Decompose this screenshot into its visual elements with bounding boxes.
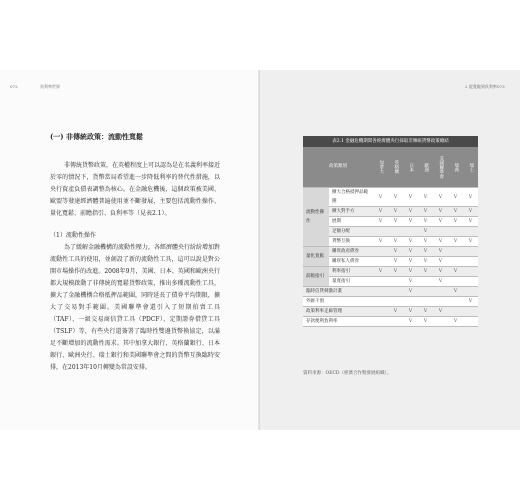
check-mark-cell: V <box>403 317 418 327</box>
program-cell: 購買私人債券 <box>329 257 373 267</box>
check-mark-cell <box>388 287 403 297</box>
check-mark-cell: V <box>403 307 418 317</box>
check-mark-cell <box>418 287 433 297</box>
table-body <box>303 188 478 327</box>
paragraph-1 <box>50 160 220 220</box>
table-row <box>303 247 478 257</box>
check-mark-cell: V <box>433 217 448 227</box>
table-row <box>303 207 478 217</box>
check-mark-cell <box>373 257 388 267</box>
header-policy: 政策類別 <box>303 147 373 188</box>
check-mark-cell: V <box>433 188 448 207</box>
check-mark-cell <box>433 317 448 327</box>
check-mark-cell: V <box>463 207 478 217</box>
policy-cell: 存款便利負利率 <box>303 317 373 327</box>
policy-table-grid <box>303 147 478 327</box>
check-mark-cell: V <box>448 188 463 207</box>
page-number-left: 072 <box>10 84 18 89</box>
check-mark-cell: V <box>373 188 388 207</box>
header-col: 美國聯準會 <box>433 147 448 188</box>
check-mark-cell: V <box>463 297 478 307</box>
table-header-row <box>303 147 478 188</box>
subheading-liquidity: （1）流動性操作 <box>50 232 96 239</box>
policy-cell: 外匯干預 <box>303 297 373 307</box>
table-row <box>303 307 478 317</box>
paragraph-2-text: 為了緩解金融機構的流動性壓力，各經濟體央行紛紛增加對流動性工具的使用，並創設了新的流動性工具，這可以說是對公開市場操作的改進。2008年9月，美國、日本、英國和歐洲央行都大規模啟動了非傳統的寬鬆貨幣政策，推出多種流動性工具，擴大了金融機構合格抵押品範圍，同時延長了債券平均期限，擴大了交易對手範圍。美國聯準會還引入了短期拍賣工具（TAF）、一級交易商信貸工具（PDCF）、定期證券借貸工具（TSLF）等，有些央行還簽署了臨時性雙邊貨幣換協定，以滿足不斷增加的流動性需求。其中加拿大銀行、英格蘭銀行、日本銀行、歐洲央行、瑞士銀行和美國聯準會之間的貨幣互換臨時安排，在2013年10月轉變為常設安排。 <box>50 244 221 371</box>
check-mark-cell <box>373 247 388 257</box>
check-mark-cell: V <box>403 277 418 287</box>
check-mark-cell <box>373 307 388 317</box>
table-row <box>303 297 478 307</box>
check-mark-cell <box>448 227 463 237</box>
header-col: 英格蘭 <box>388 147 403 188</box>
source-note: 資料來源：OECD（經濟合作暨發展組織）。 <box>303 371 392 376</box>
check-mark-cell: V <box>433 257 448 267</box>
running-title: 負利率世界 <box>40 84 60 89</box>
check-mark-cell <box>463 227 478 237</box>
check-mark-cell: V <box>463 188 478 207</box>
check-mark-cell <box>388 277 403 287</box>
check-mark-cell: V <box>403 217 418 227</box>
check-mark-cell <box>463 317 478 327</box>
check-mark-cell <box>448 277 463 287</box>
check-mark-cell: V <box>433 247 448 257</box>
check-mark-cell: V <box>433 237 448 247</box>
check-mark-cell: V <box>388 217 403 227</box>
check-mark-cell <box>373 287 388 297</box>
check-mark-cell: V <box>403 247 418 257</box>
section-title: (一) 非傳統政策：流動性寬鬆 <box>50 132 144 141</box>
check-mark-cell <box>448 297 463 307</box>
check-mark-cell: V <box>403 287 418 297</box>
program-cell: 量寬指引 <box>329 277 373 287</box>
policy-cell: 臨時信貸刺激計畫 <box>303 287 373 297</box>
check-mark-cell: V <box>433 207 448 217</box>
check-mark-cell: V <box>418 227 433 237</box>
check-mark-cell: V <box>418 307 433 317</box>
header-col: 瑞士 <box>463 147 478 188</box>
check-mark-cell <box>418 297 433 307</box>
check-mark-cell <box>418 277 433 287</box>
check-mark-cell: V <box>448 207 463 217</box>
check-mark-cell: V <box>463 217 478 227</box>
program-cell: 擴大合格抵押品範圍 <box>329 188 373 207</box>
check-mark-cell <box>433 227 448 237</box>
check-mark-cell: V <box>418 317 433 327</box>
check-mark-cell: V <box>403 237 418 247</box>
table-row <box>303 257 478 267</box>
check-mark-cell: V <box>388 207 403 217</box>
check-mark-cell: V <box>388 307 403 317</box>
check-mark-cell <box>403 227 418 237</box>
check-mark-cell: V <box>448 267 463 277</box>
category-cell: 前瞻指引 <box>303 267 329 287</box>
category-cell: 流動性操作 <box>303 188 329 247</box>
left-page <box>0 70 260 430</box>
check-mark-cell: V <box>418 247 433 257</box>
check-mark-cell: V <box>403 188 418 207</box>
check-mark-cell: V <box>418 267 433 277</box>
check-mark-cell: V <box>373 267 388 277</box>
check-mark-cell <box>448 307 463 317</box>
check-mark-cell <box>373 227 388 237</box>
check-mark-cell: V <box>418 257 433 267</box>
header-col: 歐洲 <box>418 147 433 188</box>
check-mark-cell: V <box>373 217 388 227</box>
table-row <box>303 188 478 207</box>
check-mark-cell: V <box>373 237 388 247</box>
table-row <box>303 267 478 277</box>
check-mark-cell: V <box>448 287 463 297</box>
check-mark-cell: V <box>418 217 433 227</box>
check-mark-cell <box>373 317 388 327</box>
table-row <box>303 237 478 247</box>
check-mark-cell: V <box>418 237 433 247</box>
policy-table <box>303 136 478 327</box>
table-row <box>303 287 478 297</box>
policy-cell: 政策利率走廊管理 <box>303 307 373 317</box>
chapter-label: 2 從寬鬆到負利率 <box>465 84 497 89</box>
check-mark-cell <box>463 307 478 317</box>
header-col: 日本 <box>403 147 418 188</box>
table-row <box>303 227 478 237</box>
check-mark-cell: V <box>403 257 418 267</box>
check-mark-cell <box>433 297 448 307</box>
check-mark-cell: V <box>388 237 403 247</box>
check-mark-cell <box>373 297 388 307</box>
table-row <box>303 277 478 287</box>
paragraph-2 <box>50 242 220 374</box>
check-mark-cell: V <box>403 267 418 277</box>
page-number-right: 073 <box>497 84 505 89</box>
check-mark-cell <box>373 277 388 287</box>
check-mark-cell: V <box>388 188 403 207</box>
check-mark-cell <box>388 227 403 237</box>
check-mark-cell: V <box>433 277 448 287</box>
category-cell: 量化寬鬆 <box>303 247 329 267</box>
check-mark-cell: V <box>418 207 433 217</box>
header-col: 加拿大 <box>373 147 388 188</box>
check-mark-cell: V <box>388 247 403 257</box>
check-mark-cell <box>448 247 463 257</box>
program-cell: 擴大對手方 <box>329 207 373 217</box>
table-title: 表2.1 金融危機期間各經濟體央行採取非傳統貨幣政策總結 <box>303 136 478 147</box>
program-cell: 足額分配 <box>329 227 373 237</box>
check-mark-cell: V <box>388 267 403 277</box>
check-mark-cell: V <box>388 257 403 267</box>
paragraph-1-text: 非傳統貨幣政策，在英權程度上可以認為是在名義利率接近於零的情況下，貨幣當局希望進一步降低利率的替代性措施，以央行資產負債表調整為核心。在金融危機後，這個政策被美國、歐盟等發達經濟體普遍使用並不斷發展，主要包括流動性操作、量化寬鬆、前瞻指引、負利率等（見表2.1）。 <box>50 162 221 217</box>
check-mark-cell: V <box>448 317 463 327</box>
check-mark-cell: V <box>403 207 418 217</box>
check-mark-cell <box>403 297 418 307</box>
check-mark-cell: V <box>463 237 478 247</box>
check-mark-cell <box>433 287 448 297</box>
program-cell: 利率指引 <box>329 267 373 277</box>
check-mark-cell <box>463 267 478 277</box>
check-mark-cell: V <box>448 237 463 247</box>
check-mark-cell: V <box>433 267 448 277</box>
check-mark-cell <box>448 257 463 267</box>
check-mark-cell <box>463 257 478 267</box>
program-cell: 購買政府債券 <box>329 247 373 257</box>
check-mark-cell: V <box>418 188 433 207</box>
check-mark-cell: V <box>448 217 463 227</box>
header-col: 瑞典 <box>448 147 463 188</box>
check-mark-cell: V <box>433 307 448 317</box>
program-cell: 貨幣互換 <box>329 237 373 247</box>
table-row <box>303 217 478 227</box>
right-page <box>260 70 520 430</box>
check-mark-cell <box>388 317 403 327</box>
table-row <box>303 317 478 327</box>
check-mark-cell <box>463 287 478 297</box>
program-cell: 展期 <box>329 217 373 227</box>
check-mark-cell <box>463 277 478 287</box>
check-mark-cell: V <box>373 207 388 217</box>
check-mark-cell <box>463 247 478 257</box>
check-mark-cell <box>388 297 403 307</box>
